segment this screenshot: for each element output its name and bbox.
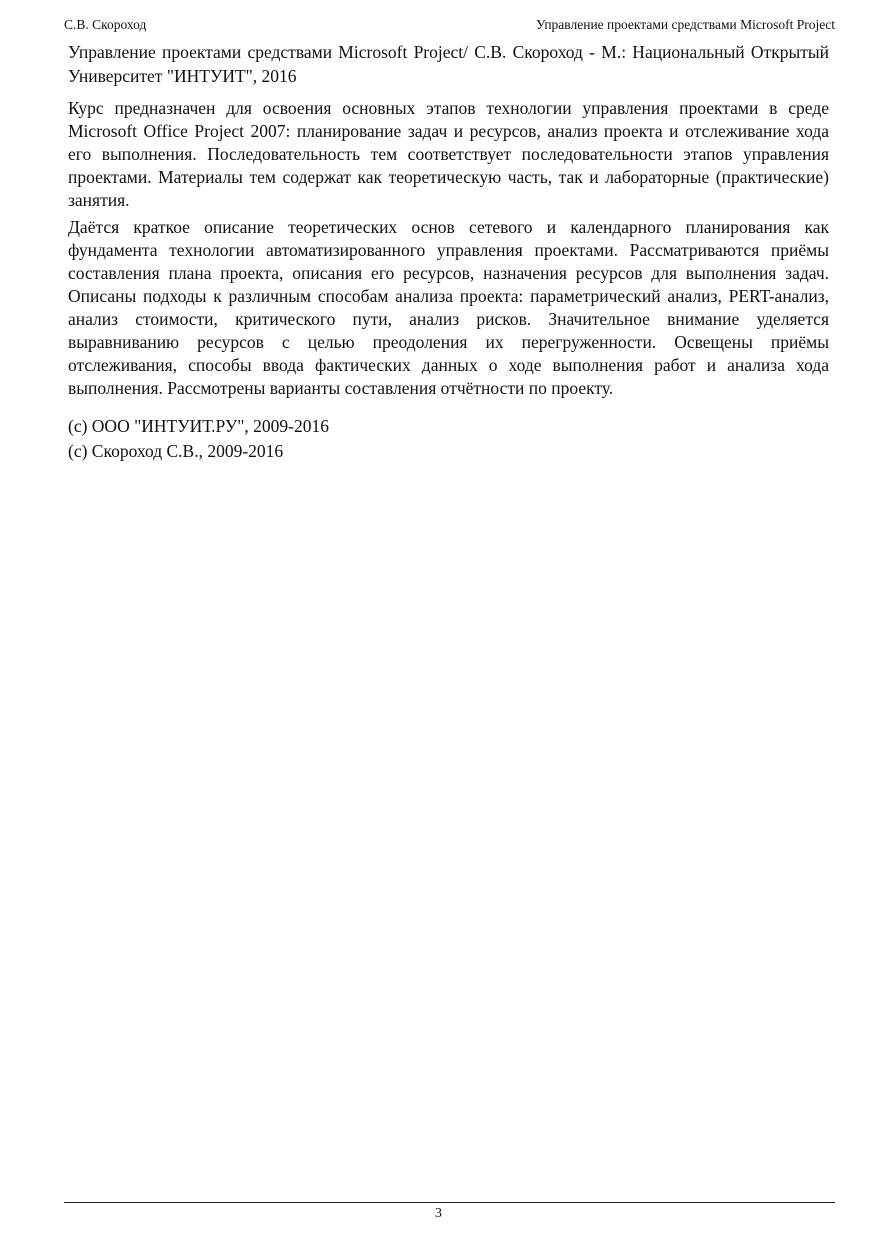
copyright-line-author: (c) Скороход С.В., 2009-2016 (68, 441, 284, 461)
bibliographic-citation: Управление проектами средствами Microsoft Project/ С.В. Скороход - М.: Национальный Открытый Университет "ИНТУИТ", 2016 (68, 42, 829, 86)
copyright-line-intuit: (c) ООО "ИНТУИТ.РУ", 2009-2016 (68, 416, 329, 436)
header-author: С.В. Скороход (64, 17, 147, 32)
abstract-paragraph-1: Курс предназначен для освоения основных этапов технологии управления проектами в среде Microsoft Office Project 2007: планирование задач и ресурсов, анализ проекта и отслеживание хода его выполнения. Последовательность тем соответствует последовательности этапов управления проектами. Материалы тем содержат как теоретическую часть, так и лабораторные (практические) занятия. (68, 98, 829, 210)
page-content (68, 40, 829, 464)
abstract-paragraph-2: Даётся краткое описание теоретических основ сетевого и календарного планирования как фундамента технологии автоматизированного управления проектами. Рассматриваются приёмы составления плана проекта, описания его ресурсов, назначения ресурсов для выполнения задач. Описаны подходы к различным способам анализа проекта: параметрический анализ, PERT-анализ, анализ стоимости, критического пути, анализ рисков. Значительное внимание уделяется выравниванию ресурсов с целью преодоления их перегруженности. Освещены приёмы отслеживания, способы ввода фактических данных о ходе выполнения работ и анализа хода выполнения. Рассмотрены варианты составления отчётности по проекту. (68, 217, 829, 398)
running-header (64, 16, 835, 34)
copyright-block (68, 414, 829, 464)
footer-divider (64, 1202, 835, 1203)
page-number: 3 (435, 1206, 442, 1221)
header-title: Управление проектами средствами Microsoft Project (535, 17, 835, 32)
